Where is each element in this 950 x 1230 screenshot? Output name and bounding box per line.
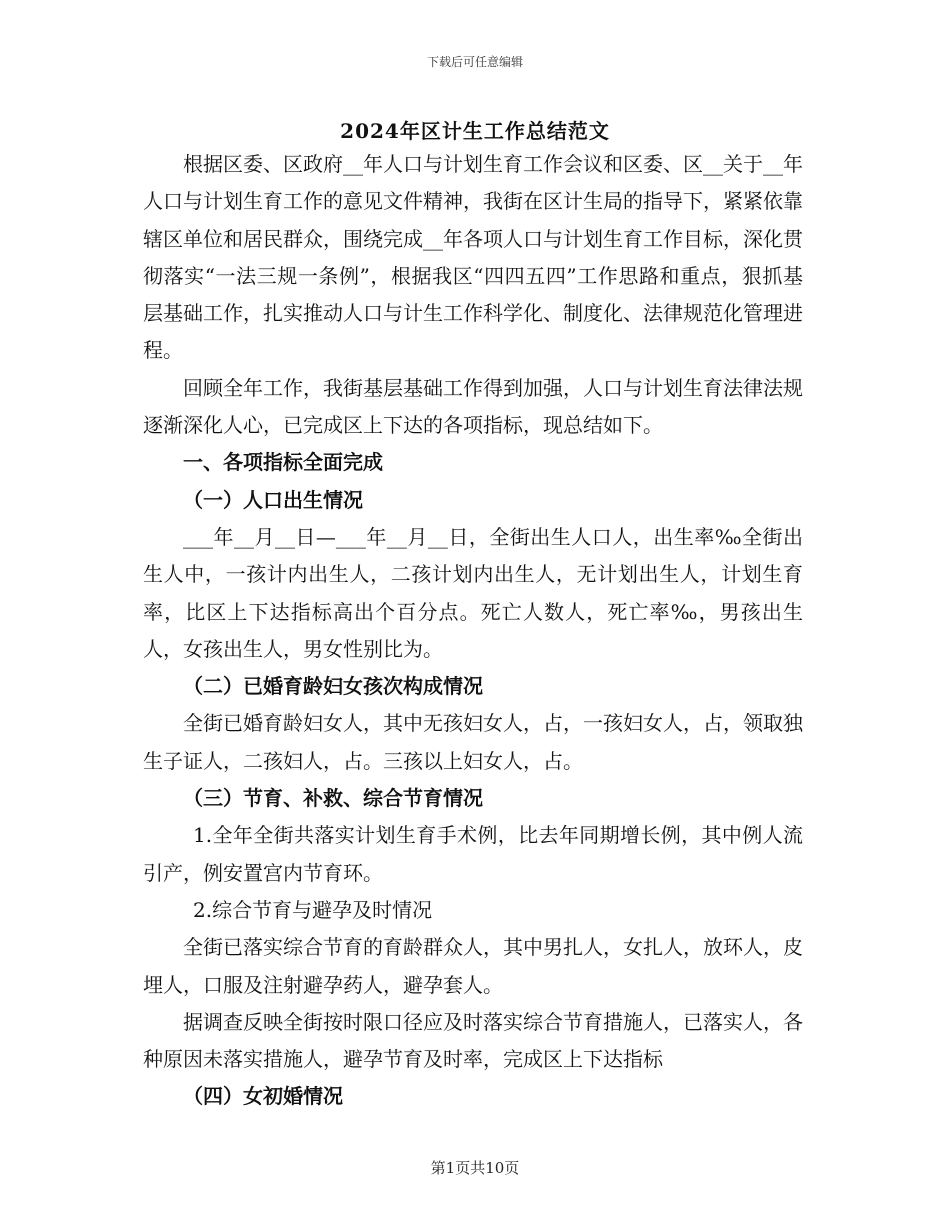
subsection-heading-2: （二）已婚育龄妇女孩次构成情况 <box>183 674 483 699</box>
birth-paragraph: ___年__月__日—___年__月__日，全街出生人口人，出生率‰全街出生人中，一孩计内出生人，二孩计划内出生人，无计划出生人，计划生育率，比区上下达指标高出个百分点。死亡人数人，死亡率‰，男孩出生人，女孩出生人，男女性别比为。 <box>143 524 803 661</box>
subsection-heading-1: （一）人口出生情况 <box>183 487 363 512</box>
review-paragraph: 回顾全年工作，我街基层基础工作得到加强，人口与计划生育法律法规逐渐深化人心，已完成区上下达的各项指标，现总结如下。 <box>143 375 803 438</box>
subsection-heading-4: （四）女初婚情况 <box>183 1084 343 1109</box>
page-number: 第1页共10页 <box>430 1159 520 1177</box>
document-body <box>143 146 803 1116</box>
women-paragraph: 全街已婚育龄妇女人，其中无孩妇女人，占，一孩妇女人，占，领取独生子证人，二孩妇人，占。三孩以上妇女人，占。 <box>143 711 803 773</box>
document-title: 2024年区计生工作总结范文 <box>340 119 610 143</box>
intro-paragraph: 根据区委、区政府__年人口与计划生育工作会议和区委、区__关于__年人口与计划生育工作的意见文件精神，我街在区计生局的指导下，紧紧依靠辖区单位和居民群众，围绕完成__年各项人口与计划生育工作目标，深化贯彻落实“一法三规一条例”，根据我区“四四五四”工作思路和重点，狠抓基层基础工作，扎实推动人口与计生工作科学化、制度化、法律规范化管理进程。 <box>143 152 803 363</box>
item-1-paragraph: 1.全年全街共落实计划生育手术例，比去年同期增长例，其中例人流引产，例安置宫内节育环。 <box>143 823 803 885</box>
survey-paragraph: 据调查反映全街按时限口径应及时落实综合节育措施人，已落实人，各种原因未落实措施人，避孕节育及时率，完成区上下达指标 <box>143 1009 803 1072</box>
subsection-heading-3: （三）节育、补救、综合节育情况 <box>183 786 483 811</box>
page-header-note: 下载后可任意编辑 <box>426 55 523 69</box>
item-2-heading: 2.综合节育与避孕及时情况 <box>193 897 433 922</box>
section-heading-1: 一、各项指标全面完成 <box>183 450 383 475</box>
contraception-paragraph: 全街已落实综合节育的育龄群众人，其中男扎人，女扎人，放环人，皮埋人，口服及注射避孕药人，避孕套人。 <box>143 935 803 997</box>
